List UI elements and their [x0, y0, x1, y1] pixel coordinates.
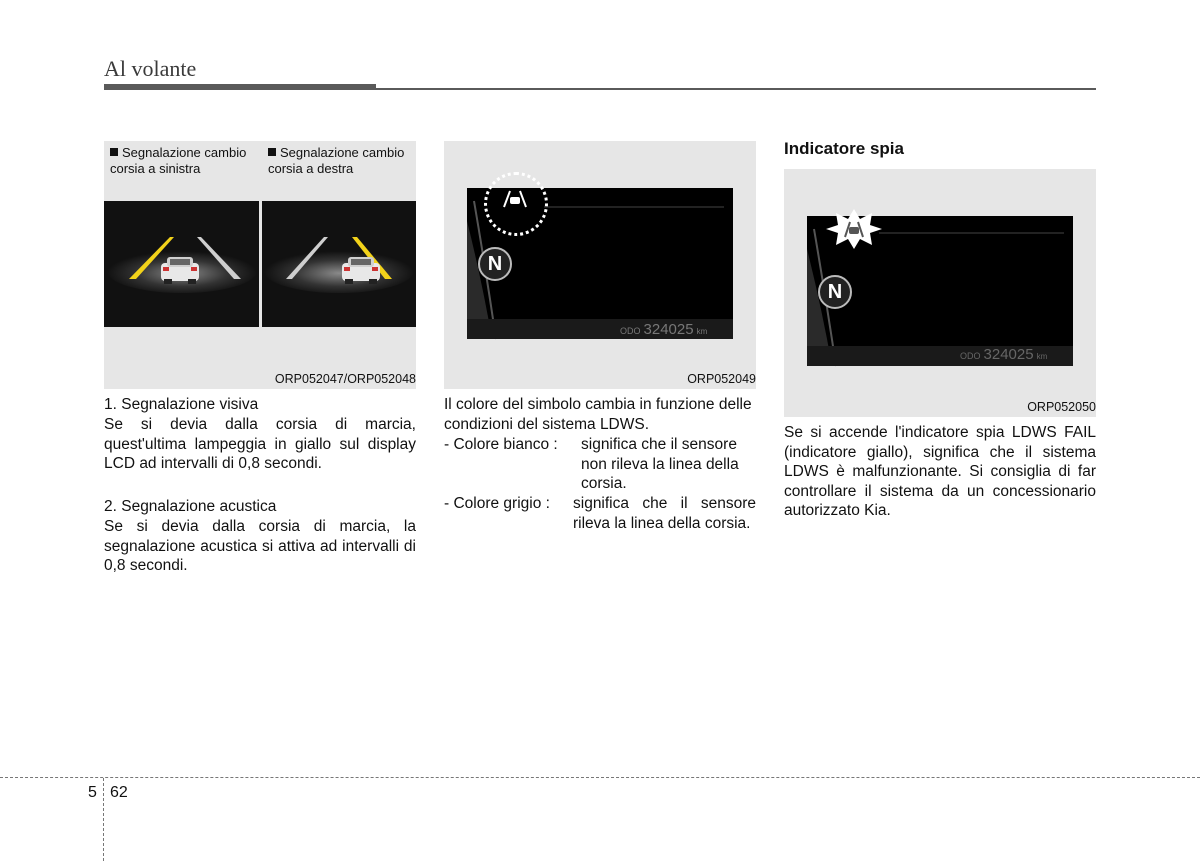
right-lane-departure-image — [262, 201, 416, 327]
list-item-text: significa che il sensore non rileva la linea della corsia. — [581, 436, 739, 492]
col3-text: Se si accende l'indicatore spia LDWS FAIL (indicatore giallo), significa che il sistema LDWS è malfunzionante. Si consiglia di far controllare il sistema da un concessionario autorizzato Kia. — [784, 424, 1096, 519]
odometer-readout — [960, 346, 1047, 363]
section-heading: Indicatore spia — [784, 139, 904, 158]
gear-indicator: N — [478, 247, 512, 281]
caption-right: Segnalazione cambio corsia a destra — [268, 145, 405, 176]
odo-value: 324025 — [643, 321, 694, 338]
list-item-label: - Colore grigio : — [444, 495, 550, 512]
odometer-readout — [620, 321, 707, 338]
chapter-number: 5 — [88, 784, 97, 801]
item1-title: 1. Segnalazione visiva — [104, 396, 259, 413]
item2-title: 2. Segnalazione acustica — [104, 498, 277, 515]
bullet-square-icon — [268, 148, 276, 156]
figure-code: ORP052049 — [687, 372, 756, 386]
footer-divider — [0, 777, 1200, 778]
odo-label: ODO — [960, 351, 981, 361]
page-number: 62 — [110, 784, 128, 801]
header-rule-thin — [376, 88, 1096, 90]
item2-text: Se si devia dalla corsia di marcia, la segnalazione acustica si attiva ad intervalli di 0,8 secondi. — [104, 518, 416, 574]
figure-code: ORP052050 — [1027, 400, 1096, 414]
odo-value: 324025 — [983, 346, 1034, 363]
header-rule-thick — [104, 84, 376, 90]
left-lane-departure-image — [104, 201, 259, 327]
col2-intro: Il colore del simbolo cambia in funzione delle condizioni del sistema LDWS. — [444, 396, 752, 433]
ldws-fail-figure — [784, 169, 1096, 417]
odo-unit: km — [696, 327, 708, 336]
footer-vertical-divider — [103, 778, 104, 861]
bullet-square-icon — [110, 148, 118, 156]
odo-unit: km — [1036, 352, 1048, 361]
ldws-indicator-icon — [500, 189, 530, 209]
figure-code: ORP052047/ORP052048 — [274, 372, 416, 386]
odo-label: ODO — [620, 326, 641, 336]
list-item-label: - Colore bianco : — [444, 436, 558, 453]
running-header-title: Al volante — [104, 56, 197, 81]
gear-indicator: N — [818, 275, 852, 309]
lane-warning-figure — [104, 141, 416, 389]
caption-left: Segnalazione cambio corsia a sinistra — [110, 145, 247, 176]
ldws-symbol-figure — [444, 141, 756, 389]
item1-text: Se si devia dalla corsia di marcia, quest'ultima lampeggia in giallo sul display LCD ad intervalli di 0,8 secondi. — [104, 416, 416, 472]
list-item-text: significa che il sensore rileva la linea della corsia. — [573, 495, 756, 532]
